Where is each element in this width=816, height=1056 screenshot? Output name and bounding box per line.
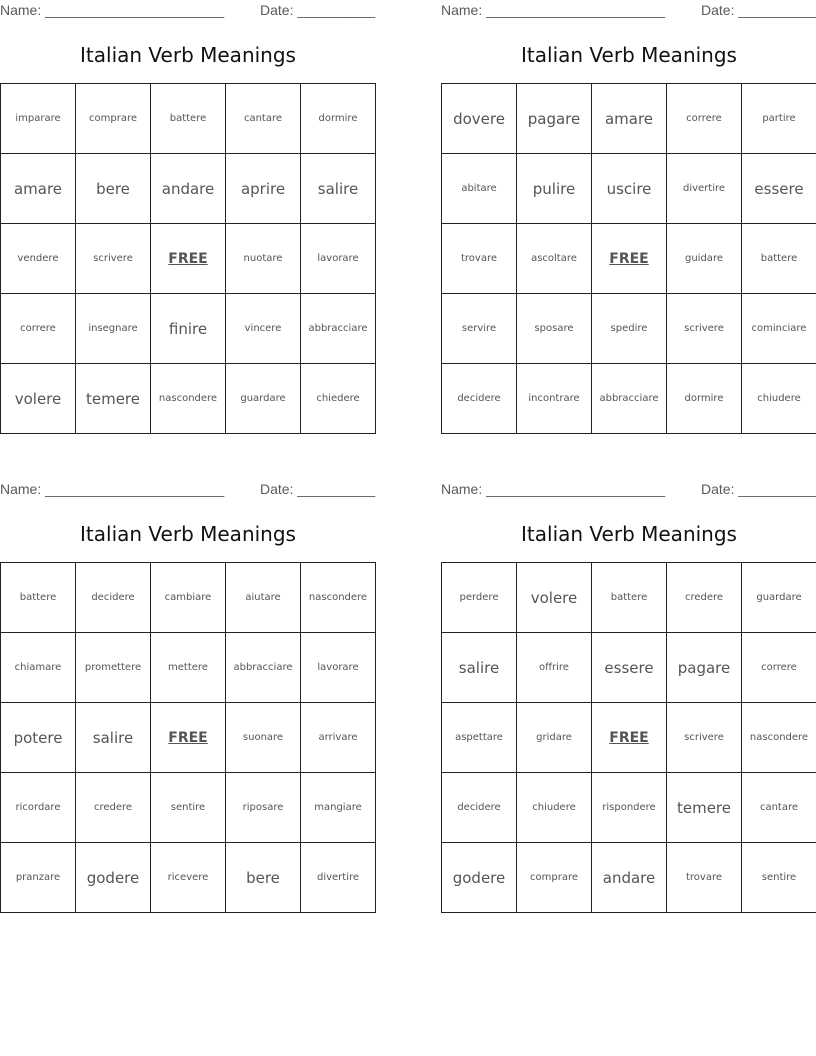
- verb-cell: amare: [1, 154, 76, 224]
- verb-cell: uscire: [592, 154, 667, 224]
- grid-row: [1, 364, 376, 434]
- verb-cell: sposare: [517, 294, 592, 364]
- verb-cell: suonare: [226, 703, 301, 773]
- verb-cell: perdere: [442, 563, 517, 633]
- verb-cell: mettere: [151, 633, 226, 703]
- verb-cell: correre: [667, 84, 742, 154]
- verb-cell: guidare: [667, 224, 742, 294]
- verb-cell: ricevere: [151, 843, 226, 913]
- verb-cell: bere: [226, 843, 301, 913]
- bingo-grid: [441, 562, 816, 913]
- free-space-cell: FREE: [592, 224, 667, 294]
- verb-cell: andare: [151, 154, 226, 224]
- name-field-label: Name: _______________________: [0, 481, 225, 497]
- verb-cell: cambiare: [151, 563, 226, 633]
- card-title: Italian Verb Meanings: [521, 522, 737, 546]
- card-header: [441, 0, 816, 20]
- date-field-label: Date: __________: [260, 481, 376, 497]
- verb-cell: offrire: [517, 633, 592, 703]
- verb-cell: abbracciare: [301, 294, 376, 364]
- name-field-label: Name: _______________________: [0, 2, 225, 18]
- verb-cell: salire: [301, 154, 376, 224]
- verb-cell: sentire: [151, 773, 226, 843]
- verb-cell: vendere: [1, 224, 76, 294]
- verb-cell: chiamare: [1, 633, 76, 703]
- grid-row: [442, 563, 816, 633]
- verb-cell: servire: [442, 294, 517, 364]
- verb-cell: sentire: [742, 843, 816, 913]
- verb-cell: essere: [742, 154, 816, 224]
- verb-cell: nascondere: [301, 563, 376, 633]
- verb-cell: aprire: [226, 154, 301, 224]
- card-title: Italian Verb Meanings: [521, 43, 737, 67]
- verb-cell: scrivere: [667, 294, 742, 364]
- verb-cell: decidere: [442, 773, 517, 843]
- verb-cell: mangiare: [301, 773, 376, 843]
- grid-row: [1, 703, 376, 773]
- verb-cell: chiudere: [517, 773, 592, 843]
- verb-cell: ricordare: [1, 773, 76, 843]
- verb-cell: volere: [1, 364, 76, 434]
- free-space-cell: FREE: [151, 224, 226, 294]
- date-field-label: Date: __________: [701, 2, 816, 18]
- verb-cell: pulire: [517, 154, 592, 224]
- verb-cell: aiutare: [226, 563, 301, 633]
- verb-cell: godere: [442, 843, 517, 913]
- grid-row: [442, 703, 816, 773]
- verb-cell: nascondere: [151, 364, 226, 434]
- verb-cell: correre: [1, 294, 76, 364]
- verb-cell: bere: [76, 154, 151, 224]
- verb-cell: riposare: [226, 773, 301, 843]
- verb-cell: promettere: [76, 633, 151, 703]
- verb-cell: insegnare: [76, 294, 151, 364]
- verb-cell: credere: [76, 773, 151, 843]
- verb-cell: godere: [76, 843, 151, 913]
- verb-cell: decidere: [76, 563, 151, 633]
- grid-row: [442, 364, 816, 434]
- date-field-label: Date: __________: [260, 2, 376, 18]
- verb-cell: trovare: [667, 843, 742, 913]
- verb-cell: spedire: [592, 294, 667, 364]
- free-space-cell: FREE: [592, 703, 667, 773]
- grid-row: [442, 224, 816, 294]
- bingo-card-2: [441, 0, 816, 404]
- verb-cell: abbracciare: [226, 633, 301, 703]
- verb-cell: dovere: [442, 84, 517, 154]
- verb-cell: rispondere: [592, 773, 667, 843]
- verb-cell: battere: [1, 563, 76, 633]
- verb-cell: battere: [742, 224, 816, 294]
- verb-cell: battere: [592, 563, 667, 633]
- verb-cell: lavorare: [301, 224, 376, 294]
- bingo-grid: [0, 562, 376, 913]
- verb-cell: finire: [151, 294, 226, 364]
- grid-row: [442, 633, 816, 703]
- verb-cell: chiedere: [301, 364, 376, 434]
- verb-cell: salire: [442, 633, 517, 703]
- grid-row: [1, 843, 376, 913]
- grid-row: [442, 773, 816, 843]
- verb-cell: chiudere: [742, 364, 816, 434]
- verb-cell: dormire: [667, 364, 742, 434]
- verb-cell: temere: [76, 364, 151, 434]
- verb-cell: ascoltare: [517, 224, 592, 294]
- verb-cell: scrivere: [667, 703, 742, 773]
- verb-cell: abitare: [442, 154, 517, 224]
- grid-row: [1, 294, 376, 364]
- verb-cell: vincere: [226, 294, 301, 364]
- card-header: [0, 479, 376, 499]
- verb-cell: temere: [667, 773, 742, 843]
- bingo-grid: [441, 83, 816, 434]
- name-field-label: Name: _______________________: [441, 2, 666, 18]
- bingo-card-1: [0, 0, 376, 408]
- bingo-card-4: [441, 479, 816, 887]
- card-title: Italian Verb Meanings: [80, 43, 296, 67]
- verb-cell: comprare: [76, 84, 151, 154]
- verb-cell: pranzare: [1, 843, 76, 913]
- free-space-cell: FREE: [151, 703, 226, 773]
- verb-cell: arrivare: [301, 703, 376, 773]
- verb-cell: dormire: [301, 84, 376, 154]
- verb-cell: potere: [1, 703, 76, 773]
- verb-cell: trovare: [442, 224, 517, 294]
- verb-cell: decidere: [442, 364, 517, 434]
- verb-cell: pagare: [667, 633, 742, 703]
- grid-row: [1, 563, 376, 633]
- verb-cell: volere: [517, 563, 592, 633]
- grid-row: [442, 84, 816, 154]
- grid-row: [1, 154, 376, 224]
- name-field-label: Name: _______________________: [441, 481, 666, 497]
- verb-cell: cantare: [742, 773, 816, 843]
- verb-cell: amare: [592, 84, 667, 154]
- grid-row: [442, 843, 816, 913]
- verb-cell: andare: [592, 843, 667, 913]
- verb-cell: guardare: [226, 364, 301, 434]
- grid-row: [1, 84, 376, 154]
- verb-cell: battere: [151, 84, 226, 154]
- verb-cell: cantare: [226, 84, 301, 154]
- verb-cell: imparare: [1, 84, 76, 154]
- verb-cell: nascondere: [742, 703, 816, 773]
- grid-row: [1, 633, 376, 703]
- verb-cell: salire: [76, 703, 151, 773]
- grid-row: [442, 294, 816, 364]
- verb-cell: gridare: [517, 703, 592, 773]
- bingo-grid: [0, 83, 376, 434]
- grid-row: [1, 224, 376, 294]
- verb-cell: comprare: [517, 843, 592, 913]
- bingo-card-3: [0, 479, 376, 887]
- verb-cell: guardare: [742, 563, 816, 633]
- verb-cell: aspettare: [442, 703, 517, 773]
- verb-cell: abbracciare: [592, 364, 667, 434]
- grid-row: [1, 773, 376, 843]
- card-header: [441, 479, 816, 499]
- verb-cell: partire: [742, 84, 816, 154]
- verb-cell: lavorare: [301, 633, 376, 703]
- verb-cell: divertire: [667, 154, 742, 224]
- date-field-label: Date: __________: [701, 481, 816, 497]
- verb-cell: incontrare: [517, 364, 592, 434]
- card-title: Italian Verb Meanings: [80, 522, 296, 546]
- verb-cell: essere: [592, 633, 667, 703]
- verb-cell: nuotare: [226, 224, 301, 294]
- verb-cell: pagare: [517, 84, 592, 154]
- verb-cell: credere: [667, 563, 742, 633]
- grid-row: [442, 154, 816, 224]
- verb-cell: cominciare: [742, 294, 816, 364]
- verb-cell: correre: [742, 633, 816, 703]
- verb-cell: divertire: [301, 843, 376, 913]
- card-header: [0, 0, 376, 20]
- verb-cell: scrivere: [76, 224, 151, 294]
